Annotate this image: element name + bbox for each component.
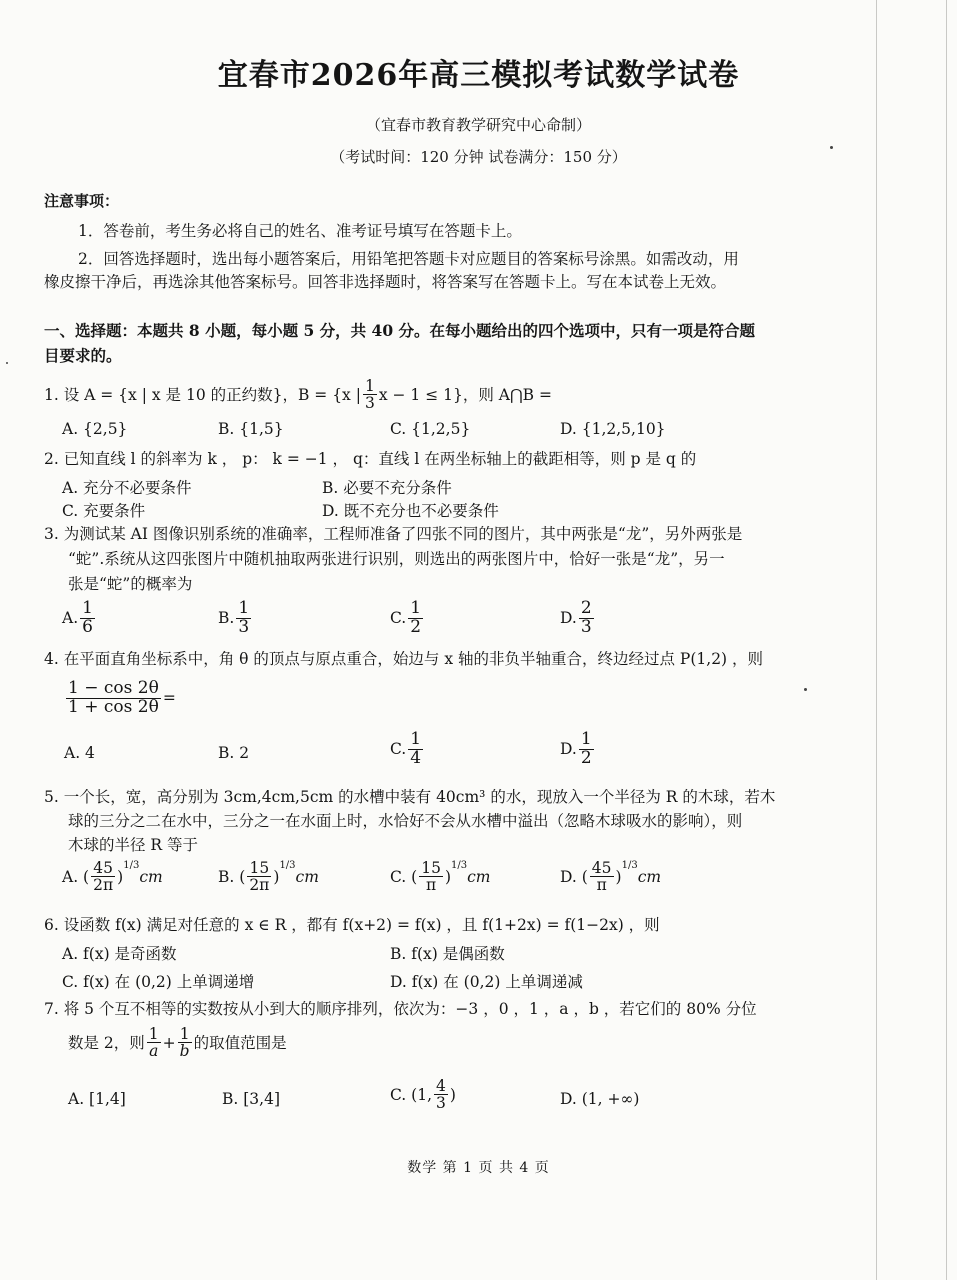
question-6-option-c: C. f(x) 在 (0,2) 上单调递增: [62, 973, 255, 991]
question-4-option-d: D. $\frac{1}{2}$: [560, 729, 592, 768]
question-3-option-a: A. $\frac{1}{6}$: [62, 598, 93, 637]
question-7-line-1: 7. 将 5 个互不相等的实数按从小到大的顺序排列，依次为：−3 ，0 ，1 ，a ，b ，若它们的 80% 分位: [44, 1000, 757, 1018]
notice-heading: 注意事项：: [44, 192, 120, 210]
notice-item-1: 1．答卷前，考生务必将自己的姓名、准考证号填写在答题卡上。: [78, 222, 522, 240]
question-4-option-c: C. $\frac{1}{4}$: [390, 729, 422, 768]
question-2-option-c: C. 充要条件: [62, 502, 146, 520]
question-4-option-b: B. 2: [218, 744, 250, 762]
question-5-line-1: 5. 一个长，宽，高分别为 3cm,4cm,5cm 的水槽中装有 40cm³ 的水，现放入一个半径为 R 的木球，若木: [44, 788, 776, 806]
question-2-option-a: A. 充分不必要条件: [62, 479, 192, 497]
question-7-option-d: D. (1, +∞): [560, 1090, 640, 1108]
question-5-line-3: 木球的半径 R 等于: [68, 836, 199, 854]
question-5-line-2: 球的三分之二在水中，三分之一在水面上时，水恰好不会从水槽中溢出（忽略木球吸水的影响），则: [68, 812, 743, 830]
scan-speck: [804, 688, 807, 691]
question-1-option-d: D. {1,2,5,10}: [560, 420, 666, 438]
question-4-option-a: A. 4: [64, 744, 95, 762]
scan-edge-line: [876, 0, 877, 1280]
question-3-line-3: 张是“蛇”的概率为: [68, 575, 193, 593]
question-6-stem: 6. 设函数 f(x) 满足对任意的 x ∈ R ，都有 f(x+2) = f(x) ，且 f(1+2x) = f(1−2x) ，则: [44, 916, 660, 934]
question-1-option-a: A. {2,5}: [62, 420, 128, 438]
section-1-heading-line-2: 目要求的。: [44, 346, 122, 365]
exam-title: 宜春市2026年高三模拟考试数学试卷: [217, 58, 740, 93]
question-3-option-b: B. $\frac{1}{3}$: [218, 598, 250, 637]
question-5-option-a: A. ( $\frac{45}{2\pi}$ ) $^{1/3}$ cm: [62, 859, 163, 895]
question-1-option-c: C. {1,2,5}: [390, 420, 471, 438]
question-7-option-a: A. [1,4]: [68, 1090, 126, 1108]
question-3-option-c: C. $\frac{1}{2}$: [390, 598, 422, 637]
question-3-line-1: 3. 为测试某 AI 图像识别系统的准确率，工程师准备了四张不同的图片，其中两张是“龙”，另外两张是: [44, 525, 743, 543]
question-6-option-a: A. f(x) 是奇函数: [62, 945, 177, 963]
question-4-expression: $\frac{1 - \cos 2\theta}{1 + \cos 2\theta}$ =: [68, 678, 176, 717]
question-7-option-b: B. [3,4]: [222, 1090, 280, 1108]
question-6-option-b: B. f(x) 是偶函数: [390, 945, 505, 963]
question-5-option-d: D. ( $\frac{45}{\pi}$ ) $^{1/3}$ cm: [560, 859, 662, 895]
section-1-heading-line-1: 一、选择题：本题共 8 小题，每小题 5 分，共 40 分。在每小题给出的四个选项中，只有一项是符合题: [44, 321, 756, 340]
question-5-option-c: C. ( $\frac{15}{\pi}$ ) $^{1/3}$ cm: [390, 859, 491, 895]
question-7-line-2: 数是 2，则 $\frac{1}{a}$ + $\frac{1}{b}$ 的取值范围是: [68, 1025, 287, 1061]
question-3-option-d: D. $\frac{2}{3}$: [560, 598, 592, 637]
question-1-stem: 1. 设 A = {x | x 是 10 的正约数}，B = {x | $\frac{1}{3}$ x − 1 ≤ 1}，则 A⋂B =: [44, 377, 552, 413]
exam-info: （考试时间：120 分钟 试卷满分：150 分）: [330, 148, 627, 166]
notice-item-2-line-1: 2．回答选择题时，选出每小题答案后，用铅笔把答题卡对应题目的答案标号涂黑。如需改动，用: [78, 250, 739, 268]
notice-item-2-line-2: 橡皮擦干净后，再选涂其他答案标号。回答非选择题时，将答案写在答题卡上。写在本试卷上无效。: [44, 273, 727, 291]
question-5-option-b: B. ( $\frac{15}{2\pi}$ ) $^{1/3}$ cm: [218, 859, 319, 895]
question-2-option-d: D. 既不充分也不必要条件: [322, 502, 499, 520]
question-1-option-b: B. {1,5}: [218, 420, 284, 438]
question-6-option-d: D. f(x) 在 (0,2) 上单调递减: [390, 973, 583, 991]
scan-edge-line-outer: [946, 0, 947, 1280]
question-7-option-c: C. (1, $\frac{4}{3}$ ): [390, 1077, 456, 1113]
page-footer: 数学 第 1 页 共 4 页: [407, 1160, 550, 1176]
question-3-line-2: “蛇”.系统从这四张图片中随机抽取两张进行识别，则选出的两张图片中，恰好一张是“龙”，另一: [68, 550, 725, 568]
exam-issuer: （宜春市教育教学研究中心命制）: [365, 116, 591, 134]
question-2-stem: 2. 已知直线 l 的斜率为 k ， p： k = −1 ， q：直线 l 在两坐标轴上的截距相等，则 p 是 q 的: [44, 450, 697, 468]
scan-speck: [6, 362, 8, 364]
question-4-line-1: 4. 在平面直角坐标系中，角 θ 的顶点与原点重合，始边与 x 轴的非负半轴重合，终边经过点 P(1,2) ，则: [44, 650, 764, 668]
question-2-option-b: B. 必要不充分条件: [322, 479, 452, 497]
